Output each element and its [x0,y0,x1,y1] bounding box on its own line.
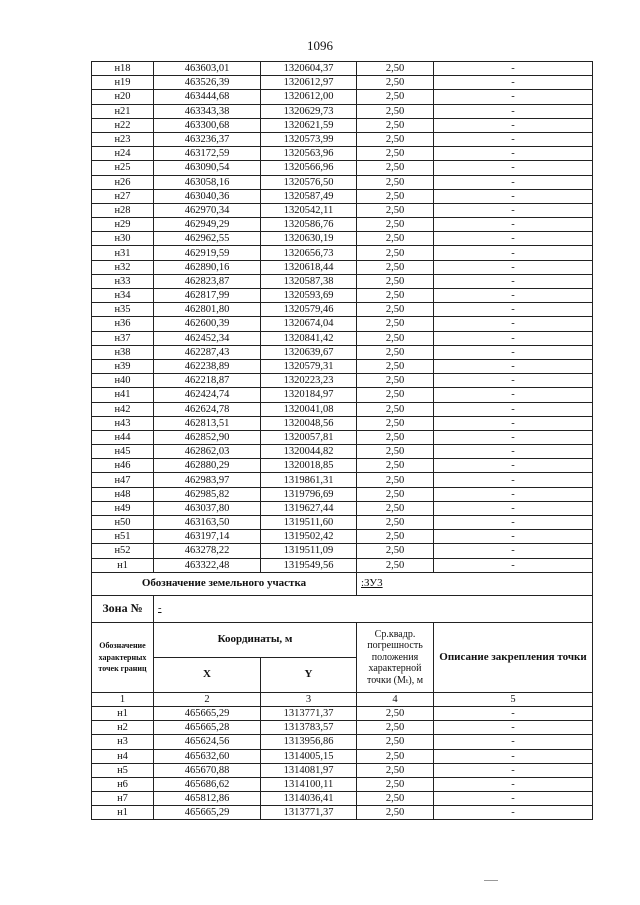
y-cell: 1320542,11 [261,203,357,217]
accuracy-cell: 2,50 [357,706,434,720]
point-id-cell: н35 [92,303,154,317]
description-cell: - [434,530,593,544]
y-cell: 1320612,00 [261,90,357,104]
description-cell: - [434,735,593,749]
table-row [92,289,593,303]
point-id-cell: н26 [92,175,154,189]
point-id-cell: н27 [92,189,154,203]
y-cell: 1320563,96 [261,147,357,161]
point-id-cell: н33 [92,274,154,288]
x-cell: 465665,29 [154,806,261,820]
point-id-cell: н1 [92,558,154,572]
description-cell: - [434,274,593,288]
y-cell: 1320048,56 [261,416,357,430]
x-cell: 462218,87 [154,374,261,388]
x-cell: 463603,01 [154,62,261,76]
table-row [92,303,593,317]
x-cell: 462949,29 [154,218,261,232]
x-cell: 463037,80 [154,501,261,515]
description-cell: - [434,118,593,132]
point-id-cell: н39 [92,359,154,373]
point-id-cell: н23 [92,132,154,146]
y-cell: 1314005,15 [261,749,357,763]
description-cell: - [434,721,593,735]
x-cell: 462287,43 [154,345,261,359]
point-id-cell: н34 [92,289,154,303]
description-cell: - [434,203,593,217]
column-number: 3 [261,692,357,706]
accuracy-cell: 2,50 [357,232,434,246]
x-cell: 462852,90 [154,430,261,444]
accuracy-cell: 2,50 [357,90,434,104]
table-row [92,445,593,459]
table-row [92,777,593,791]
description-cell: - [434,161,593,175]
table-row [92,735,593,749]
point-id-cell: н22 [92,118,154,132]
description-cell: - [434,459,593,473]
table-row [92,749,593,763]
x-cell: 462983,97 [154,473,261,487]
description-cell: - [434,416,593,430]
x-cell: 462801,80 [154,303,261,317]
x-cell: 462862,03 [154,445,261,459]
y-cell: 1320621,59 [261,118,357,132]
accuracy-cell: 2,50 [357,317,434,331]
accuracy-cell: 2,50 [357,388,434,402]
table-row [92,90,593,104]
point-id-cell: н45 [92,445,154,459]
point-id-cell: н21 [92,104,154,118]
accuracy-cell: 2,50 [357,189,434,203]
column-number: 4 [357,692,434,706]
accuracy-cell: 2,50 [357,274,434,288]
y-cell: 1320639,67 [261,345,357,359]
y-cell: 1319861,31 [261,473,357,487]
point-id-cell: н25 [92,161,154,175]
table-row [92,402,593,416]
x-cell: 463172,59 [154,147,261,161]
x-cell: 465665,28 [154,721,261,735]
x-cell: 462890,16 [154,260,261,274]
accuracy-cell: 2,50 [357,289,434,303]
point-id-cell: н7 [92,792,154,806]
table-row [92,189,593,203]
y-cell: 1320841,42 [261,331,357,345]
description-cell: - [434,76,593,90]
y-cell: 1320612,97 [261,76,357,90]
table-row [92,175,593,189]
description-cell: - [434,90,593,104]
x-cell: 462817,99 [154,289,261,303]
x-cell: 463040,36 [154,189,261,203]
point-id-cell: н24 [92,147,154,161]
accuracy-cell: 2,50 [357,530,434,544]
accuracy-header: Ср.квадр. погрешность положения характерной точки (Mₜ), м [357,622,434,692]
y-cell: 1320587,49 [261,189,357,203]
accuracy-cell: 2,50 [357,147,434,161]
table-row [92,246,593,260]
description-cell: - [434,359,593,373]
top-rows [92,62,593,573]
accuracy-cell: 2,50 [357,544,434,558]
y-cell: 1320587,38 [261,274,357,288]
y-cell: 1320656,73 [261,246,357,260]
accuracy-cell: 2,50 [357,749,434,763]
y-cell: 1320576,50 [261,175,357,189]
y-cell: 1319627,44 [261,501,357,515]
accuracy-cell: 2,50 [357,487,434,501]
x-cell: 462823,87 [154,274,261,288]
x-cell: 462919,59 [154,246,261,260]
point-id-cell: н41 [92,388,154,402]
description-cell: - [434,132,593,146]
point-id-cell: н44 [92,430,154,444]
accuracy-cell: 2,50 [357,459,434,473]
description-cell: - [434,147,593,161]
land-plot-value: :ЗУ3 [357,572,593,595]
description-cell: - [434,303,593,317]
page-number: 1096 [307,38,333,53]
table-row [92,62,593,76]
accuracy-cell: 2,50 [357,104,434,118]
table-row [92,792,593,806]
point-id-cell: н1 [92,806,154,820]
table-row [92,388,593,402]
x-cell: 463343,38 [154,104,261,118]
table-row [92,104,593,118]
accuracy-cell: 2,50 [357,203,434,217]
accuracy-cell: 2,50 [357,763,434,777]
table-row [92,530,593,544]
description-cell: - [434,232,593,246]
point-id-cell: н43 [92,416,154,430]
table-row [92,317,593,331]
description-cell: - [434,62,593,76]
table-row [92,487,593,501]
x-cell: 462424,74 [154,388,261,402]
y-cell: 1320184,97 [261,388,357,402]
point-id-cell: н36 [92,317,154,331]
point-id-cell: н48 [92,487,154,501]
point-id-cell: н49 [92,501,154,515]
zone-label: Зона № [92,595,154,622]
table-row [92,516,593,530]
y-cell: 1320604,37 [261,62,357,76]
table-row [92,763,593,777]
point-id-cell: н3 [92,735,154,749]
table-row [92,274,593,288]
accuracy-cell: 2,50 [357,806,434,820]
accuracy-cell: 2,50 [357,501,434,515]
description-header: Описание закрепления точки [434,622,593,692]
accuracy-cell: 2,50 [357,445,434,459]
table-row [92,501,593,515]
accuracy-cell: 2,50 [357,777,434,791]
point-id-cell: н4 [92,749,154,763]
x-cell: 463236,37 [154,132,261,146]
column-number: 2 [154,692,261,706]
table-row [92,232,593,246]
y-cell: 1320629,73 [261,104,357,118]
description-cell: - [434,104,593,118]
table-row [92,416,593,430]
table-row [92,430,593,444]
table-row [92,331,593,345]
y-cell: 1314100,11 [261,777,357,791]
point-id-cell: н5 [92,763,154,777]
x-cell: 463090,54 [154,161,261,175]
table-row [92,706,593,720]
point-id-cell: н31 [92,246,154,260]
y-cell: 1319502,42 [261,530,357,544]
description-cell: - [434,777,593,791]
y-cell: 1313771,37 [261,706,357,720]
accuracy-cell: 2,50 [357,62,434,76]
accuracy-cell: 2,50 [357,558,434,572]
description-cell: - [434,388,593,402]
description-cell: - [434,806,593,820]
y-header: Y [261,657,357,692]
table-row [92,118,593,132]
y-cell: 1320579,46 [261,303,357,317]
description-cell: - [434,218,593,232]
land-plot-label: Обозначение земельного участка [92,572,357,595]
table-row [92,132,593,146]
coordinates-header: Координаты, м [154,622,357,657]
y-cell: 1319511,09 [261,544,357,558]
accuracy-cell: 2,50 [357,735,434,749]
x-cell: 465812,86 [154,792,261,806]
description-cell: - [434,317,593,331]
accuracy-cell: 2,50 [357,792,434,806]
x-cell: 465665,29 [154,706,261,720]
accuracy-cell: 2,50 [357,132,434,146]
description-cell: - [434,345,593,359]
y-cell: 1320044,82 [261,445,357,459]
y-cell: 1320593,69 [261,289,357,303]
x-cell: 462238,89 [154,359,261,373]
description-cell: - [434,246,593,260]
x-cell: 465686,62 [154,777,261,791]
point-id-cell: н29 [92,218,154,232]
accuracy-cell: 2,50 [357,118,434,132]
accuracy-cell: 2,50 [357,721,434,735]
header-row-1 [92,622,593,657]
table-row [92,359,593,373]
y-cell: 1320223,23 [261,374,357,388]
y-cell: 1313771,37 [261,806,357,820]
x-cell: 462880,29 [154,459,261,473]
description-cell: - [434,473,593,487]
description-cell: - [434,402,593,416]
y-cell: 1320057,81 [261,430,357,444]
x-cell: 463526,39 [154,76,261,90]
accuracy-cell: 2,50 [357,359,434,373]
point-id-cell: н47 [92,473,154,487]
y-cell: 1320630,19 [261,232,357,246]
table-row [92,544,593,558]
section-header [92,572,593,706]
table-row [92,260,593,274]
y-cell: 1320618,44 [261,260,357,274]
point-designation-header: Обозначение характерных точек границ [92,622,154,692]
point-id-cell: н51 [92,530,154,544]
description-cell: - [434,706,593,720]
y-cell: 1320041,08 [261,402,357,416]
description-cell: - [434,516,593,530]
point-id-cell: н50 [92,516,154,530]
x-cell: 462452,34 [154,331,261,345]
x-cell: 463322,48 [154,558,261,572]
point-id-cell: н30 [92,232,154,246]
y-cell: 1320018,85 [261,459,357,473]
x-cell: 462985,82 [154,487,261,501]
y-cell: 1320579,31 [261,359,357,373]
point-id-cell: н38 [92,345,154,359]
table-row [92,721,593,735]
point-id-cell: н28 [92,203,154,217]
table-row [92,374,593,388]
x-cell: 463300,68 [154,118,261,132]
accuracy-cell: 2,50 [357,430,434,444]
point-id-cell: н20 [92,90,154,104]
accuracy-cell: 2,50 [357,161,434,175]
column-number: 5 [434,692,593,706]
accuracy-cell: 2,50 [357,218,434,232]
table-row [92,218,593,232]
y-cell: 1320573,99 [261,132,357,146]
point-id-cell: н2 [92,721,154,735]
table-row [92,203,593,217]
table-row [92,345,593,359]
description-cell: - [434,189,593,203]
x-cell: 462600,39 [154,317,261,331]
boundary-points-table [91,61,593,820]
x-cell: 465670,88 [154,763,261,777]
x-cell: 463197,14 [154,530,261,544]
description-cell: - [434,289,593,303]
point-id-cell: н32 [92,260,154,274]
description-cell: - [434,544,593,558]
description-cell: - [434,763,593,777]
table-row [92,161,593,175]
y-cell: 1319549,56 [261,558,357,572]
description-cell: - [434,501,593,515]
land-plot-row [92,572,593,595]
accuracy-cell: 2,50 [357,416,434,430]
accuracy-cell: 2,50 [357,473,434,487]
accuracy-cell: 2,50 [357,402,434,416]
y-cell: 1320566,96 [261,161,357,175]
description-cell: - [434,792,593,806]
y-cell: 1314081,97 [261,763,357,777]
description-cell: - [434,331,593,345]
x-cell: 463444,68 [154,90,261,104]
table-row [92,76,593,90]
point-id-cell: н52 [92,544,154,558]
column-numbers-row [92,692,593,706]
table-row [92,473,593,487]
table-row [92,459,593,473]
scan-mark [484,880,498,881]
accuracy-cell: 2,50 [357,303,434,317]
accuracy-cell: 2,50 [357,246,434,260]
point-id-cell: н6 [92,777,154,791]
y-cell: 1319511,60 [261,516,357,530]
accuracy-cell: 2,50 [357,260,434,274]
description-cell: - [434,445,593,459]
bottom-rows [92,706,593,820]
zone-value: - [154,595,593,622]
point-id-cell: н19 [92,76,154,90]
point-id-cell: н18 [92,62,154,76]
description-cell: - [434,175,593,189]
column-number: 1 [92,692,154,706]
point-id-cell: н40 [92,374,154,388]
description-cell: - [434,430,593,444]
accuracy-cell: 2,50 [357,331,434,345]
description-cell: - [434,749,593,763]
table-row [92,558,593,572]
x-cell: 462624,78 [154,402,261,416]
x-cell: 462813,51 [154,416,261,430]
point-id-cell: н42 [92,402,154,416]
point-id-cell: н1 [92,706,154,720]
x-cell: 463163,50 [154,516,261,530]
point-id-cell: н46 [92,459,154,473]
x-header: X [154,657,261,692]
x-cell: 463278,22 [154,544,261,558]
description-cell: - [434,558,593,572]
zone-row [92,595,593,622]
y-cell: 1313783,57 [261,721,357,735]
x-cell: 462962,55 [154,232,261,246]
y-cell: 1313956,86 [261,735,357,749]
table-row [92,806,593,820]
point-id-cell: н37 [92,331,154,345]
table-row [92,147,593,161]
y-cell: 1314036,41 [261,792,357,806]
accuracy-cell: 2,50 [357,374,434,388]
description-cell: - [434,374,593,388]
accuracy-cell: 2,50 [357,175,434,189]
y-cell: 1319796,69 [261,487,357,501]
y-cell: 1320674,04 [261,317,357,331]
accuracy-cell: 2,50 [357,516,434,530]
x-cell: 462970,34 [154,203,261,217]
x-cell: 465624,56 [154,735,261,749]
description-cell: - [434,487,593,501]
accuracy-cell: 2,50 [357,345,434,359]
accuracy-cell: 2,50 [357,76,434,90]
x-cell: 465632,60 [154,749,261,763]
y-cell: 1320586,76 [261,218,357,232]
x-cell: 463058,16 [154,175,261,189]
description-cell: - [434,260,593,274]
